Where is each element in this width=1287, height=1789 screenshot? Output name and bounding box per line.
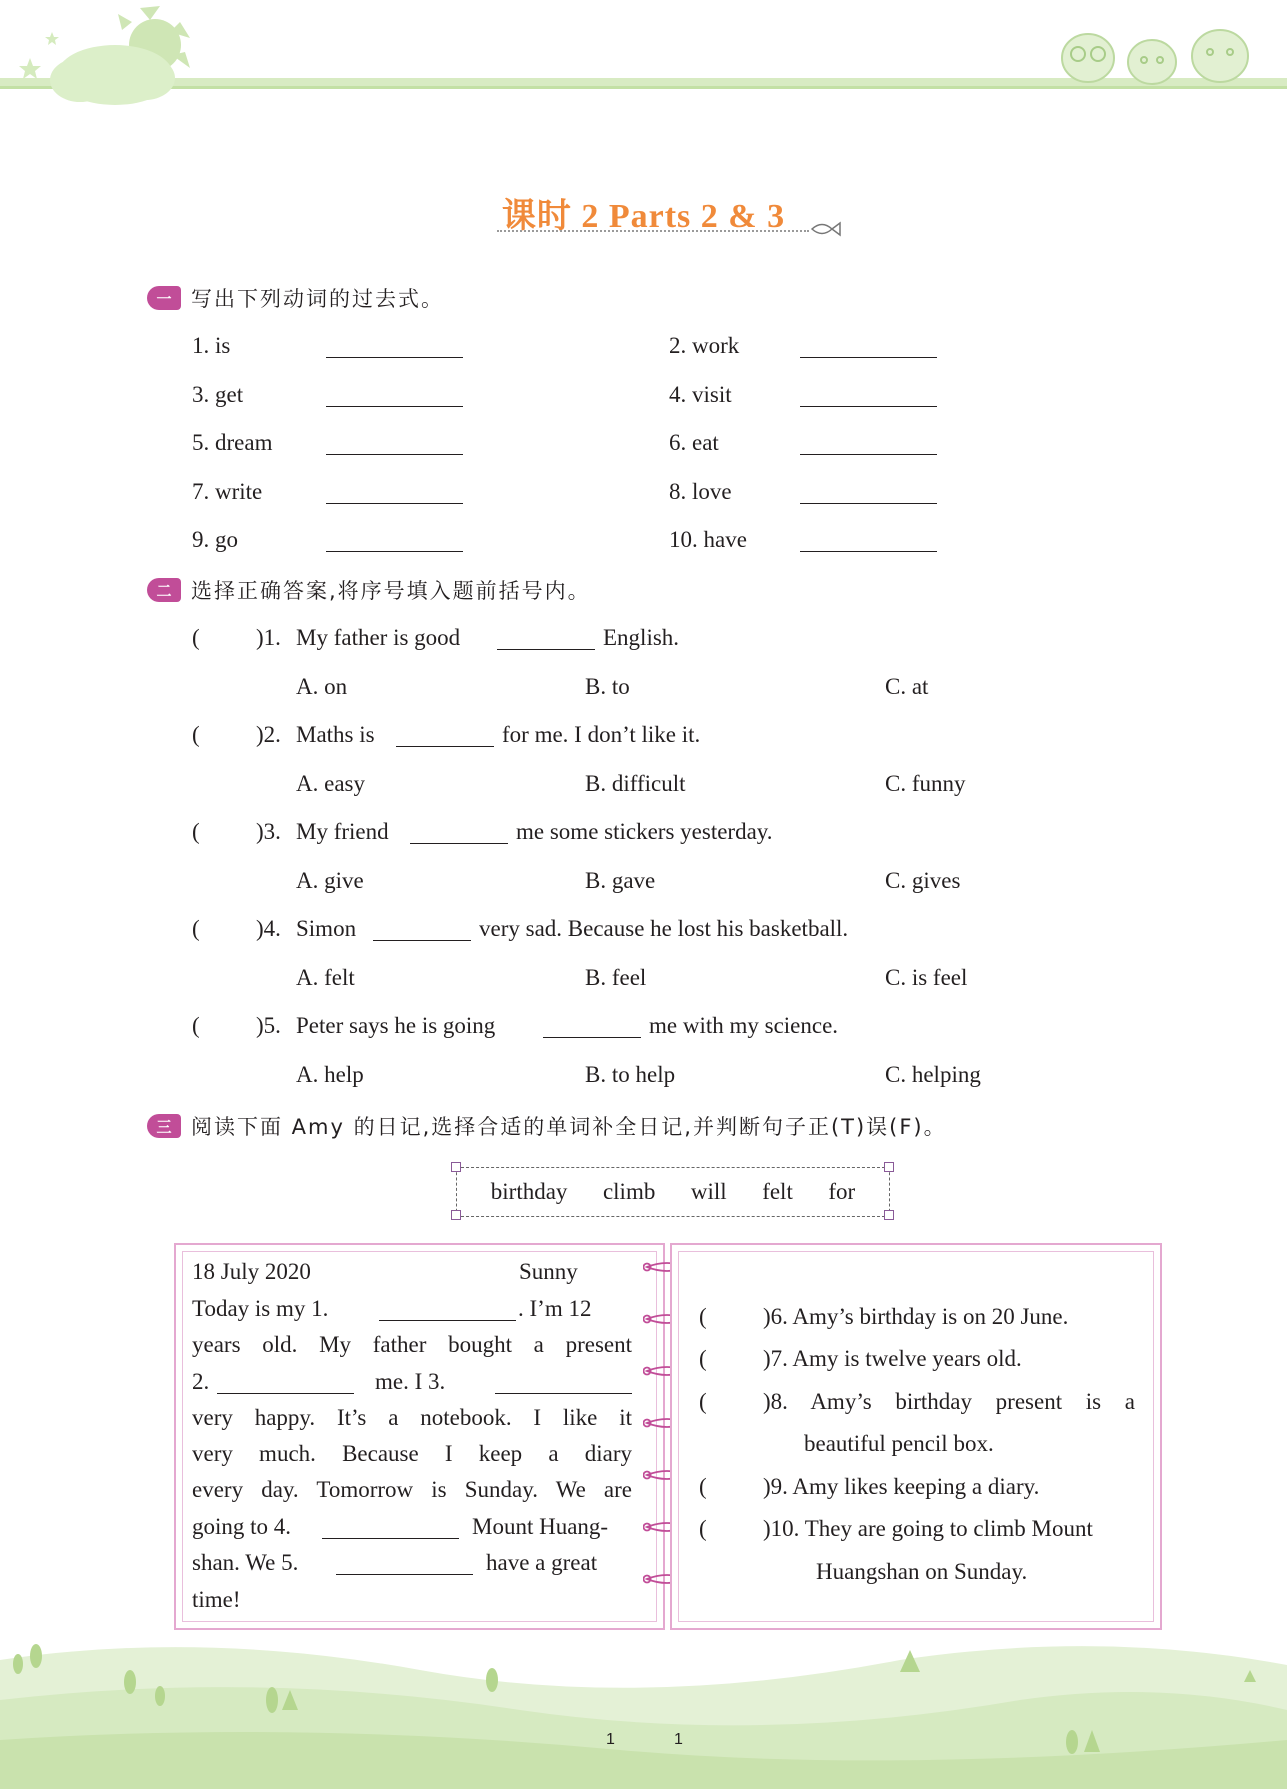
verb-item: 5. dream — [192, 430, 273, 455]
option-a: A. felt — [296, 965, 355, 990]
diary-blank-2[interactable] — [217, 1393, 354, 1394]
option-b: B. to — [585, 674, 630, 699]
diary-weather: Sunny — [519, 1259, 578, 1284]
diary-date: 18 July 2020 — [192, 1259, 311, 1284]
verb-item: 1. is — [192, 333, 231, 358]
section-1-instruction: 写出下列动词的过去式。 — [191, 287, 444, 311]
word-box-corner — [884, 1210, 894, 1220]
section-2-badge: 二 — [147, 578, 181, 602]
question-number: )1. — [256, 625, 281, 650]
tf-statement-cont: beautiful pencil box. — [804, 1431, 994, 1456]
diary-blank-3[interactable] — [495, 1393, 632, 1394]
question-text-after: English. — [603, 625, 680, 650]
diary-line: time! — [192, 1587, 241, 1612]
question-text-before: Peter says he is going — [296, 1013, 496, 1038]
section-2-header — [147, 575, 591, 605]
section-3-instruction: 阅读下面 Amy 的日记,选择合适的单词补全日记,并判断句子正(T)误(F)。 — [191, 1115, 947, 1139]
page-number: 1 — [606, 1731, 615, 1748]
option-b: B. feel — [585, 965, 647, 990]
diary-line: years old. My father bought a present — [192, 1332, 632, 1357]
answer-blank[interactable] — [800, 357, 937, 358]
diary-line: 2. — [192, 1369, 210, 1394]
question-text-after: for me. I don’t like it. — [502, 722, 701, 747]
verb-item: 10. have — [669, 527, 747, 552]
page-number: 1 — [674, 1731, 683, 1748]
verb-item: 9. go — [192, 527, 238, 552]
section-1-badge: 一 — [147, 286, 181, 310]
tf-statement: )9. Amy likes keeping a diary. — [763, 1474, 1040, 1499]
answer-blank[interactable] — [326, 503, 463, 504]
verb-item: 6. eat — [669, 430, 719, 455]
diary-line: . I’m 12 — [518, 1296, 592, 1321]
hills-background — [0, 1630, 1287, 1789]
option-c: C. at — [885, 674, 929, 699]
question-text-after: me with my science. — [649, 1013, 839, 1038]
answer-blank[interactable] — [326, 406, 463, 407]
section-3-badge: 三 — [147, 1114, 181, 1138]
page-title: 课时 2 Parts 2 & 3 — [501, 198, 786, 235]
question-text-after: me some stickers yesterday. — [516, 819, 773, 844]
question-number: )3. — [256, 819, 281, 844]
diary-blank-5[interactable] — [336, 1574, 473, 1575]
diary-line: Today is my 1. — [192, 1296, 329, 1321]
question-number: )2. — [256, 722, 281, 747]
animal-heads-icon — [1060, 20, 1260, 90]
answer-paren[interactable]: ( — [192, 1013, 200, 1038]
option-c: C. gives — [885, 868, 961, 893]
option-c: C. helping — [885, 1062, 981, 1087]
verb-item: 2. work — [669, 333, 740, 358]
answer-blank[interactable] — [800, 503, 937, 504]
verb-item: 3. get — [192, 382, 244, 407]
tf-paren[interactable]: ( — [699, 1346, 707, 1371]
option-c: C. is feel — [885, 965, 968, 990]
tf-paren[interactable]: ( — [699, 1516, 707, 1541]
option-c: C. funny — [885, 771, 966, 796]
question-number: )5. — [256, 1013, 281, 1038]
answer-paren[interactable]: ( — [192, 722, 200, 747]
fish-icon — [808, 218, 844, 240]
word-bank-item: climb — [602, 1179, 656, 1204]
question-text-before: My father is good — [296, 625, 461, 650]
answer-blank[interactable] — [326, 551, 463, 552]
question-text-after: very sad. Because he lost his basketball. — [479, 916, 849, 941]
answer-paren[interactable]: ( — [192, 625, 200, 650]
option-a: A. easy — [296, 771, 365, 796]
option-a: A. on — [296, 674, 348, 699]
tf-statement: )10. They are going to climb Mount — [763, 1516, 1093, 1541]
question-blank[interactable] — [497, 649, 595, 650]
answer-blank[interactable] — [800, 454, 937, 455]
option-b: B. to help — [585, 1062, 676, 1087]
tf-statement: )6. Amy’s birthday is on 20 June. — [763, 1304, 1069, 1329]
section-2-instruction: 选择正确答案,将序号填入题前括号内。 — [191, 579, 591, 603]
question-blank[interactable] — [373, 940, 471, 941]
diary-blank-4[interactable] — [322, 1538, 459, 1539]
diary-line: shan. We 5. — [192, 1550, 299, 1575]
answer-blank[interactable] — [326, 357, 463, 358]
tf-paren[interactable]: ( — [699, 1389, 707, 1414]
option-a: A. give — [296, 868, 364, 893]
sun-cloud-icon — [0, 0, 220, 120]
answer-blank[interactable] — [800, 551, 937, 552]
section-1-header — [147, 283, 444, 313]
question-blank[interactable] — [396, 746, 494, 747]
answer-paren[interactable]: ( — [192, 819, 200, 844]
tf-statement: )7. Amy is twelve years old. — [763, 1346, 1022, 1371]
answer-blank[interactable] — [800, 406, 937, 407]
question-blank[interactable] — [543, 1037, 641, 1038]
verb-item: 4. visit — [669, 382, 732, 407]
option-b: B. difficult — [585, 771, 686, 796]
tf-paren[interactable]: ( — [699, 1304, 707, 1329]
option-a: A. help — [296, 1062, 364, 1087]
answer-paren[interactable]: ( — [192, 916, 200, 941]
diary-line: very happy. It’s a notebook. I like it — [192, 1405, 632, 1430]
question-text-before: My friend — [296, 819, 389, 844]
word-bank-item: felt — [762, 1179, 793, 1204]
diary-line: Mount Huang- — [472, 1514, 609, 1539]
diary-line: every day. Tomorrow is Sunday. We are — [192, 1477, 632, 1502]
word-bank-item: will — [690, 1179, 727, 1204]
title-underline — [497, 230, 809, 232]
tf-statement: )8. Amy’s birthday present is a — [763, 1389, 1135, 1414]
word-box-corner — [451, 1210, 461, 1220]
diary-line: very much. Because I keep a diary — [192, 1441, 632, 1466]
verb-item: 7. write — [192, 479, 263, 504]
tf-paren[interactable]: ( — [699, 1474, 707, 1499]
diary-line: going to 4. — [192, 1514, 292, 1539]
question-text-before: Maths is — [296, 722, 375, 747]
question-blank[interactable] — [410, 843, 508, 844]
diary-line: have a great — [486, 1550, 598, 1575]
tf-statement-cont: Huangshan on Sunday. — [816, 1559, 1028, 1584]
word-box-corner — [884, 1162, 894, 1172]
section-3-header — [147, 1111, 947, 1141]
verb-item: 8. love — [669, 479, 732, 504]
question-text-before: Simon — [296, 916, 357, 941]
diary-blank-1[interactable] — [379, 1320, 516, 1321]
option-b: B. gave — [585, 868, 656, 893]
word-bank-item: birthday — [490, 1179, 568, 1204]
diary-line: me. I 3. — [375, 1369, 446, 1394]
word-bank-box — [456, 1167, 890, 1217]
answer-blank[interactable] — [326, 454, 463, 455]
question-number: )4. — [256, 916, 281, 941]
word-bank-item: for — [828, 1179, 856, 1204]
word-box-corner — [451, 1162, 461, 1172]
